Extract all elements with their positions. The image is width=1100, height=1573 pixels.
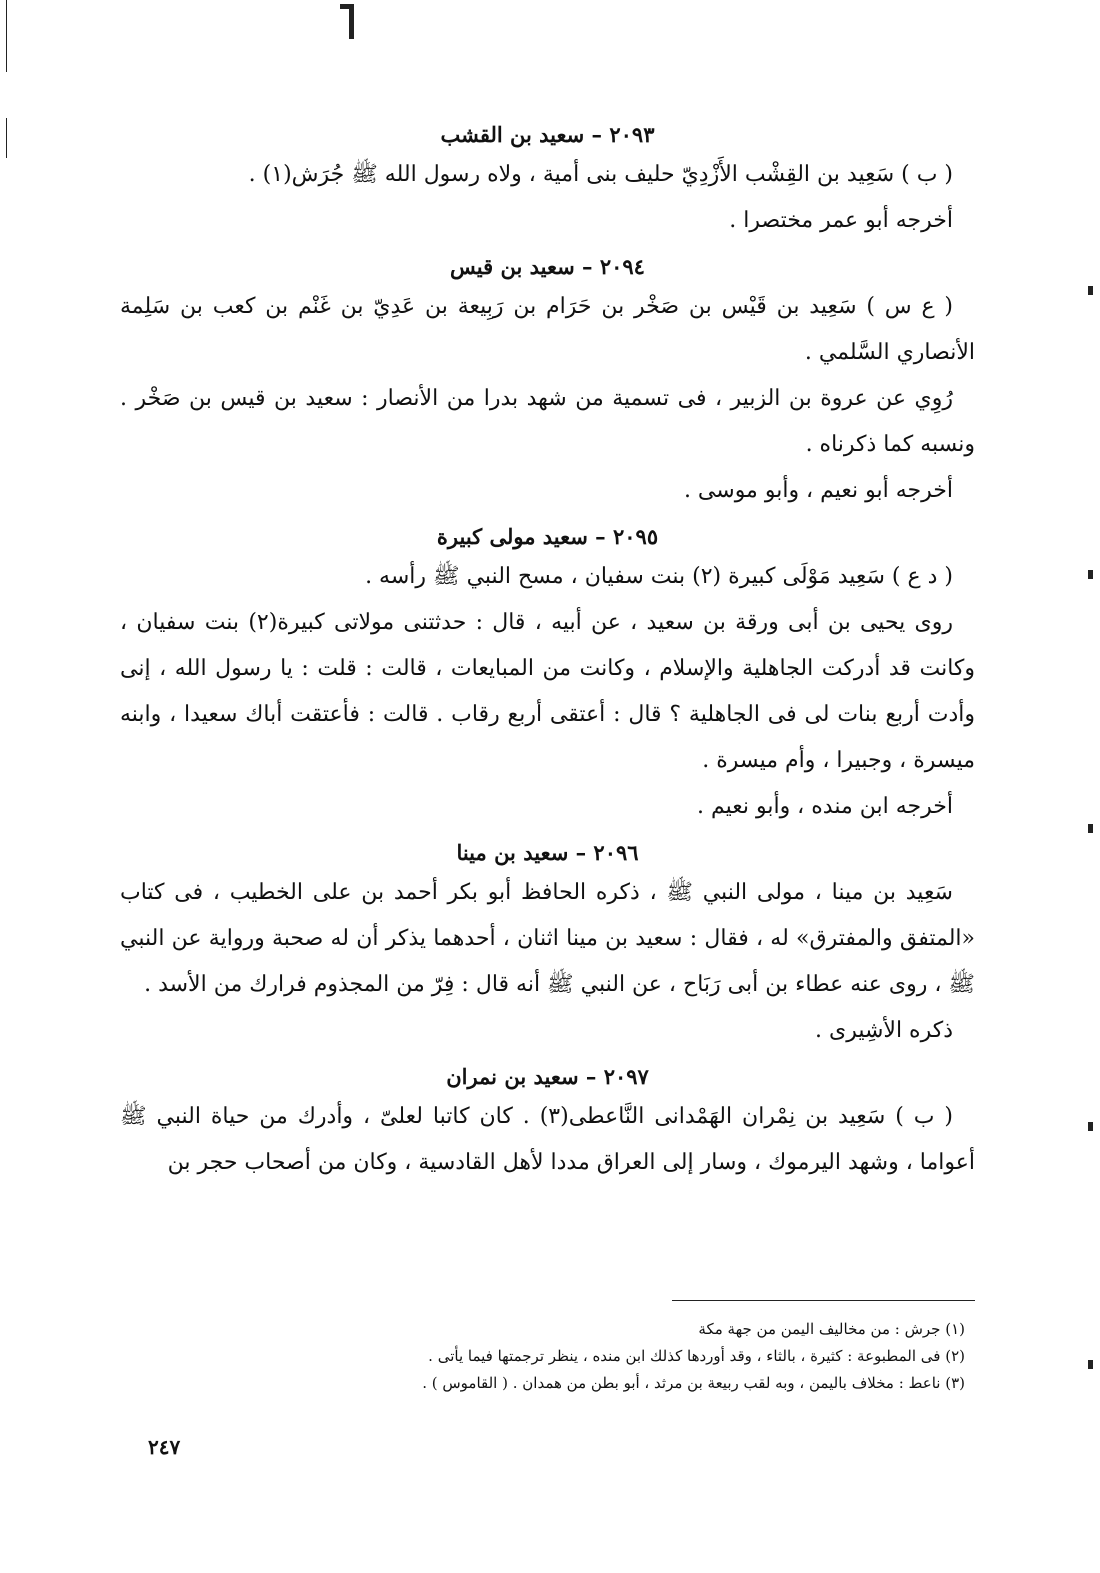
entry-paragraph: أخرجه أبو نعيم ، وأبو موسى .	[683, 478, 953, 503]
footnote-divider	[672, 1300, 975, 1301]
main-text	[120, 118, 975, 1192]
scan-edge-line	[6, 0, 7, 72]
entry-paragraph: أخرجه ابن منده ، وأبو نعيم .	[696, 794, 953, 819]
entry-paragraph: سَعِيد بن مينا ، مولى النبي ﷺ ، ذكره الحافظ أبو بكر أحمد بن على الخطيب ، فى كتاب «المتفق والمفترق» له ، فقال : سعيد بن مينا اثنان ، أحدهما يذكر أن له صحبة ورواية عن النبي ﷺ ، روى عنه عطاء بن أبى رَبَاح ، عن النبي ﷺ أنه قال : فِرّ من المجذوم فرارك من الأسد .	[120, 880, 975, 997]
entry-heading: ٢٠٩٦ – سعيد بن مينا	[456, 840, 639, 865]
page-number: ٢٤٧	[148, 1435, 181, 1459]
entry-paragraph: ( ب ) سَعِيد بن القِشْب الأَزْدِيّ حليف بنى أمية ، ولاه رسول الله ﷺ جُرَش(١) .	[248, 162, 953, 187]
entry-paragraph: ( ع س ) سَعِيد بن قَيْس بن صَخْر بن حَرَام بن رَبِيعة بن عَدِيّ بن غَنْم بن كعب بن سَلِمة الأنصاري السَّلمي .	[120, 294, 975, 365]
entry-paragraph: رُوِي عن عروة بن الزبير ، فى تسمية من شهد بدرا من الأنصار : سعيد بن قيس بن صَخْر . ونسبه كما ذكرناه .	[120, 386, 975, 457]
entry-heading: ٢٠٩٤ – سعيد بن قيس	[450, 254, 645, 279]
entry-heading: ٢٠٩٥ – سعيد مولى كبيرة	[436, 524, 659, 549]
entry-paragraph: ( ب ) سَعِيد بن نِمْران الهَمْدانى النَّاعطى(٣) . كان كاتبا لعلىّ ، وأدرك من حياة النبي ﷺ أعواما ، وشهد اليرموك ، وسار إلى العراق مددا لأهل القادسية ، وكان من أصحاب حجر بن	[120, 1104, 975, 1175]
entry-heading: ٢٠٩٧ – سعيد بن نمران	[446, 1064, 649, 1089]
scan-edge-line	[6, 118, 7, 158]
entry-paragraph: ( د ع ) سَعِيد مَوْلَى كبيرة (٢) بنت سفيان ، مسح النبي ﷺ رأسه .	[365, 564, 953, 589]
entry	[120, 836, 975, 1054]
entry	[120, 1060, 975, 1186]
margin-dot	[1088, 1122, 1093, 1131]
scan-top-mark	[349, 4, 354, 39]
margin-dot	[1088, 1360, 1093, 1369]
entry-paragraph: أخرجه أبو عمر مختصرا .	[729, 208, 953, 233]
entry	[120, 250, 975, 514]
margin-dot	[1088, 286, 1093, 295]
entry	[120, 520, 975, 830]
margin-dot	[1088, 570, 1093, 579]
entry-paragraph: ذكره الأشِيرى .	[814, 1018, 953, 1043]
footnote: (٣) ناعط : مخلاف باليمن ، وبه لقب ربيعة بن مرثد ، أبو بطن من همدان . ( القاموس ) .	[422, 1374, 965, 1392]
footnote: (١) جرش : من مخاليف اليمن من جهة مكة	[698, 1320, 965, 1338]
entry-heading: ٢٠٩٣ – سعيد بن القشب	[440, 122, 655, 147]
footnote: (٢) فى المطبوعة : كثيرة ، بالثاء ، وقد أوردها كذلك ابن منده ، ينظر ترجمتها فيما يأتى .	[428, 1347, 965, 1365]
margin-dot	[1088, 824, 1093, 833]
entry	[120, 118, 975, 244]
entry-paragraph: روى يحيى بن أبى ورقة بن سعيد ، عن أبيه ، قال : حدثتنى مولاتى كبيرة(٢) بنت سفيان ، وكانت قد أدركت الجاهلية والإسلام ، وكانت من المبايعات ، قالت : قلت : يا رسول الله ، إنى وأدت أربع بنات لى فى الجاهلية ؟ قال : أعتقى أربع رقاب . قالت : فأعتقت أباك سعيدا ، وابنه ميسرة ، وجبيرا ، وأم ميسرة .	[120, 610, 975, 773]
footnotes	[300, 1316, 965, 1397]
